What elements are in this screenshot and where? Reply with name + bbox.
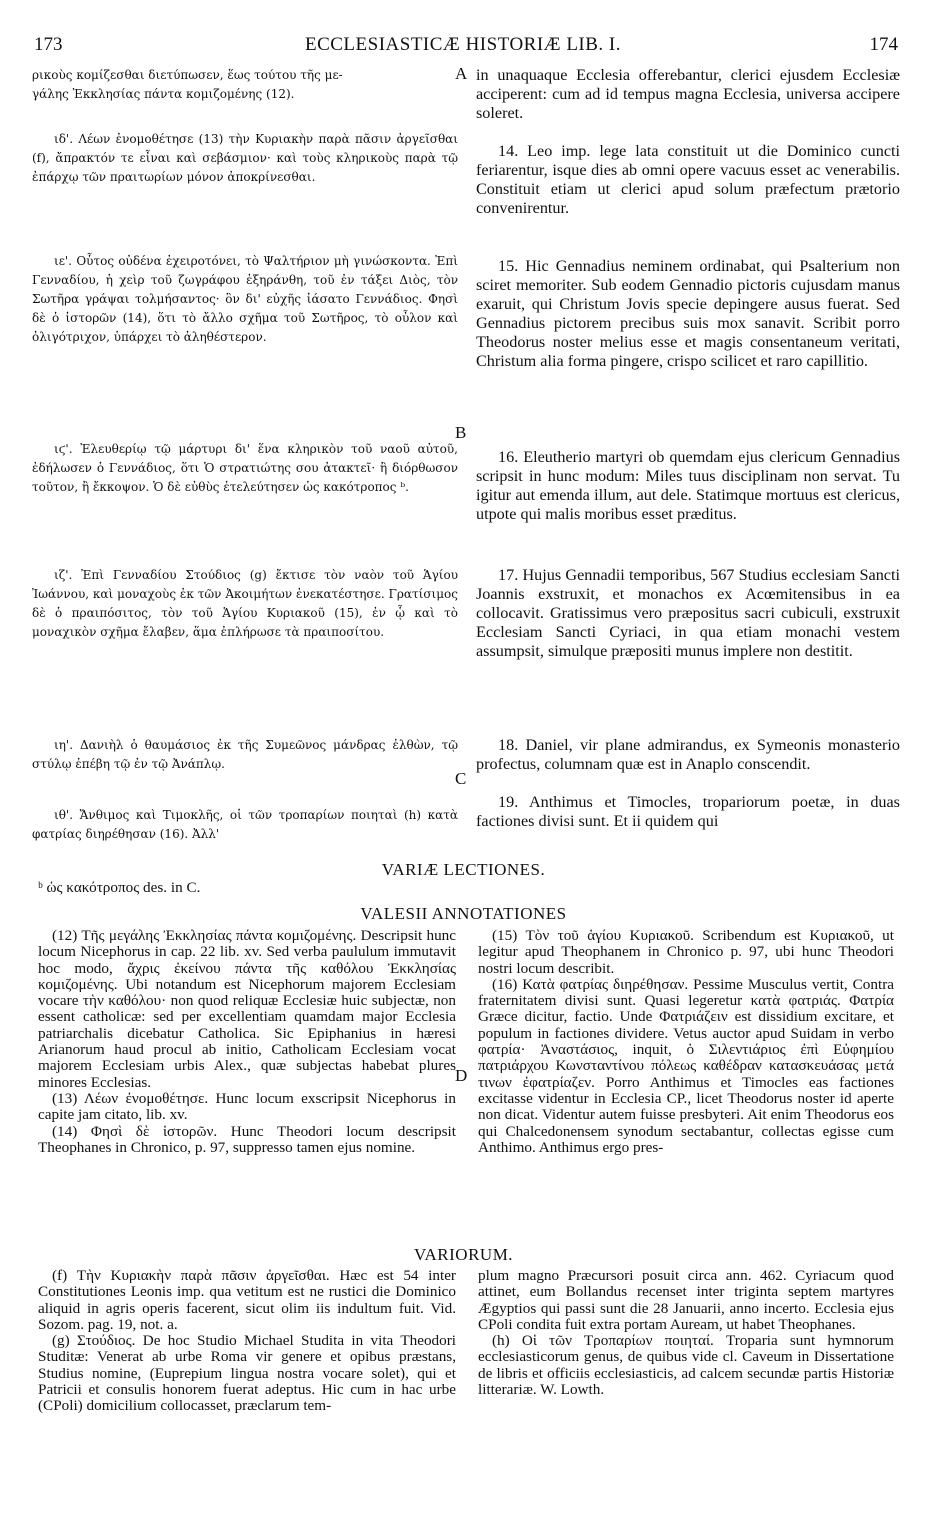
- variae-lectiones-heading: VARIÆ LECTIONES.: [381, 860, 546, 879]
- greek-paragraph: ιη'. Δανιὴλ ὁ θαυμάσιος ἐκ τῆς Συμεῶνος μάνδρας ἐλθὼν, τῷ στύλῳ ἐπέβη τῷ ἐν τῷ Ἀνάπλῳ.: [32, 738, 458, 772]
- page-number-left: 173: [34, 34, 63, 55]
- annotation: (15) Τὸν τοῦ ἁγίου Κυριακοῦ. Scribendum est Κυριακοῦ, ut legitur apud Theophanem in Chronico p. 97, ubi hunc Theodori nostri locum describit.: [478, 927, 894, 977]
- running-header: [28, 30, 898, 56]
- valesii-right-column: [478, 928, 894, 1156]
- greek-paragraph: ιθ'. Ἄνθιμος καὶ Τιμοκλῆς, οἱ τῶν τροπαρίων ποιηταὶ (h) κατὰ φατρίας διηρέθησαν (16). Ἀλλ': [32, 808, 458, 842]
- margin-letter: A: [455, 64, 468, 83]
- page-number-right: 174: [869, 34, 898, 55]
- annotation: (13) Λέων ἐνομοθέτησε. Hunc locum exscripsit Nicephorus in capite jam citato, lib. xv.: [38, 1089, 456, 1124]
- annotation: (f) Τὴν Κυριακὴν παρὰ πᾶσιν ἀργεῖσθαι. Hæc est 54 inter Constitutiones Leonis imp. qua vetitum est ne rustici die Dominico aliquid in agris operis facerent, sicut olim iis indultum fuit. Vid. Sozom. pag. 19, not. a.: [38, 1267, 456, 1333]
- latin-paragraph: 18. Daniel, vir plane admirandus, ex Symeonis monasterio profectus, columnam quæ est in Anaplo conscendit.: [476, 736, 900, 774]
- greek-paragraph: ρικοὺς κομίζεσθαι διετύπωσεν, ἕως τούτου τῆς με- γάλης Ἐκκλησίας πάντα κομιζομένης (12).: [32, 68, 343, 102]
- annotation: (16) Κατὰ φατρίας διηρέθησαν. Pessime Musculus vertit, Contra fraternitatem divisi sunt. Quasi legeretur κατὰ φατριάς. Φατρία Græce dicitur, factio. Unde Φατριάζειν est dissidium excitare, et populum in factiones dividere. Vetus auctor apud Suidam in verbo φατρία· Ἀναστάσιος, inquit, ὁ Σιλεντιάριος ἐπὶ Εὐφημίου πατριάρχου Κωνσταντίνου πόλεως καθέδραν κατασκευάσας μετά τινων ἐφατρίαζεν. Porro Anthimus et Timocles eas factiones excitasse videntur in Ecclesia CP., licet Theodorus noster id aperte non dicat. Videntur autem fuisse presbyteri. Ait enim Theodorus eos qui Chalcedonensem synodum sectabantur, collectas egisse cum Anthimo. Anthimus ergo pres-: [478, 975, 894, 1156]
- variorum-right-column: [478, 1268, 894, 1398]
- latin-paragraph: 17. Hujus Gennadii temporibus, 567 Studius ecclesiam Sancti Joannis exstruxit, et monachos ex Acœmitensibus in ea collocavit. Gratissimus vero præpositus sacri cubiculi, exstruxit Ecclesiam Sancti Cyriaci, in qua etiam monachi vestem assumpsit, simulque præpositi munus implere non destitit.: [476, 566, 900, 661]
- valesii-left-column: [38, 928, 456, 1156]
- greek-paragraph: ιϛ'. Ἐλευθερίῳ τῷ μάρτυρι δι' ἕνα κληρικὸν τοῦ ναοῦ αὐτοῦ, ἐδήλωσεν ὁ Γεννάδιος, ὅτι Ὁ στρατιώτης σου ἀτακτεῖ· ἢ διόρθωσον τοῦτον, ἢ ἔκκοψον. Ὁ δὲ εὐθὺς ἐτελεύτησεν ὡς κακότροπος ᵇ.: [32, 442, 458, 495]
- variorum-left-column: [38, 1268, 456, 1415]
- annotation: (12) Τῆς μεγάλης Ἐκκλησίας πάντα κομιζομένης. Descripsit hunc locum Nicephorus in cap. 22 lib. xv. Sed verba paululum immutavit hoc modo, ἄχρις ἐκείνου πάντα τῆς καθόλου Ἐκκλησίας κομιζομένης. Ubi notandum est Nicephorum majorem Ecclesiam vocare τὴν καθόλου· non quod reliquæ Ecclesiæ huic subjectæ, non essent catholicæ: sed per excellentiam quamdam major Ecclesia patriarchalis dicebatur Catholica. Sic Epiphanius in hæresi Arianorum haud procul ab initio, Catholicam Ecclesiam vocat majorem Ecclesiam urbis Alex., quæ subjectas habebat plures minores Ecclesias.: [38, 927, 456, 1091]
- greek-paragraph: ιζ'. Ἐπὶ Γενναδίου Στούδιος (g) ἔκτισε τὸν ναὸν τοῦ Ἁγίου Ἰωάννου, καὶ μοναχοὺς ἐκ τῶν Ἀκοιμήτων ἐνεκατέστησε. Γρατίσιμος δὲ ὁ πραιπόσιτος, τὸν τοῦ Ἁγίου Κυριακοῦ (15), ἐν ᾧ καὶ τὸ μοναχικὸν σχῆμα ἔλαβεν, ἅμα ἐπλήρωσε τὰ πραιποσίτου.: [32, 568, 458, 640]
- greek-paragraph: ιδ'. Λέων ἐνομοθέτησε (13) τὴν Κυριακὴν παρὰ πᾶσιν ἀργεῖσθαι (f), ἄπρακτόν τε εἶναι καὶ σεβάσμιον· καὶ τοὺς κληρικοὺς παρὰ τῷ ἐπάρχῳ τῶν πραιτωρίων μόνον ἀποκρίνεσθαι.: [32, 132, 458, 185]
- variae-lectiones-text: ᵇ ὡς κακότροπος des. in C.: [38, 879, 201, 896]
- greek-paragraph: ιε'. Οὗτος οὐδένα ἐχειροτόνει, τὸ Ψαλτήριον μὴ γινώσκοντα. Ἐπὶ Γενναδίου, ἡ χεὶρ τοῦ ζωγράφου ἐξηράνθη, τοῦ ἐν τάξει Διὸς, τὸν Σωτῆρα γράψαι τολμήσαντος· ὃν δι' εὐχῆς ἰάσατο Γεννάδιος. Φησὶ δὲ ὁ ἱστορῶν (14), ὅτι τὸ ἄλλο σχῆμα τοῦ Σωτῆρος, τὸ οὖλον καὶ ὀλιγότριχον, ὑπάρχει τὸ ἀληθέστερον.: [32, 254, 458, 345]
- annotation: (14) Φησὶ δὲ ἱστορῶν. Hunc Theodori locum descripsit Theophanes in Chronico, p. 97, suppresso tamen ejus nomine.: [38, 1122, 456, 1156]
- valesii-heading: VALESII ANNOTATIONES: [360, 904, 567, 923]
- annotation: (g) Στούδιος. De hoc Studio Michael Studita in vita Theodori Studitæ: Venerat ab urbe Roma vir genere et opibus præstans, Studius nomine, (Euprepium lingua nostra vocare solet), qui et Patricii et consulis honorem fuerat adeptus. Hic cum in hac urbe (CPoli) domicilium collocasset, præclarum tem-: [38, 1332, 456, 1415]
- margin-letter: C: [455, 769, 467, 788]
- annotation: plum magno Præcursori posuit circa ann. 462. Cyriacum quod attinet, eum Bollandus recenset inter triginta septem martyres Ægyptios qui passi sunt die 28 Januarii, anno incerto. Ecclesia ejus CPoli condita fuit extra portam Auream, ut habet Theophanes.: [478, 1267, 894, 1333]
- latin-paragraph: in unaquaque Ecclesia offerebantur, clerici ejusdem Ecclesiæ acciperent: cum ad id tempus magna Ecclesia, universa accipere soleret.: [476, 66, 900, 123]
- running-title: ECCLESIASTICÆ HISTORIÆ LIB. I.: [304, 34, 622, 55]
- variorum-heading: VARIORUM.: [413, 1245, 514, 1264]
- annotation: (h) Οἱ τῶν Τροπαρίων ποιηταί. Troparia sunt hymnorum ecclesiasticorum genus, de quibus vide cl. Caveum in Dissertatione de libris et officiis ecclesiasticis, ad calcem secundæ partis Historiæ litterariæ. W. Lowth.: [478, 1332, 894, 1399]
- latin-paragraph: 14. Leo imp. lege lata constituit ut die Dominico cuncti feriarentur, isque dies ab omni opere vacuus esset ac venerabilis. Constituit etiam ut clerici apud solum præfectum prætorio convenirentur.: [476, 142, 900, 218]
- latin-paragraph: 16. Eleutherio martyri ob quemdam ejus clericum Gennadius scripsit in hunc modum: Miles tuus disciplinam non servat. Tu igitur aut emenda illum, aut dele. Statimque mortuus est clericus, utpote qui malis moribus esset præditus.: [476, 448, 900, 524]
- latin-paragraph: 19. Anthimus et Timocles, tropariorum poetæ, in duas factiones divisi sunt. Et ii quidem qui: [476, 793, 900, 831]
- margin-letter: D: [455, 1066, 468, 1085]
- margin-letter: B: [455, 423, 467, 442]
- latin-paragraph: 15. Hic Gennadius neminem ordinabat, qui Psalterium non sciret memoriter. Sub eodem Gennadio pictoris cujusdam manus exaruit, qui Christum Jovis specie depingere ausus fuerat. Sed Gennadius pictorem precibus suis mox sanavit. Scribit porro Theodorus noster melius esse et magis consentaneum veritati, Christum alia forma pingere, crispo scilicet et raro capillitio.: [476, 257, 900, 371]
